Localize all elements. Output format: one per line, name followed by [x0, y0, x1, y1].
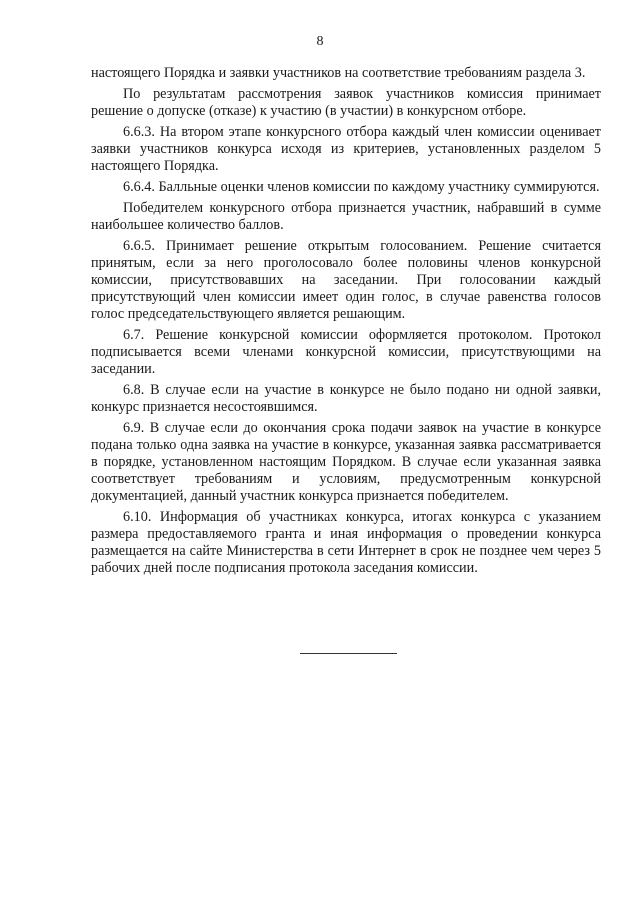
paragraph-winner: Победителем конкурсного отбора признается участник, набравший в сумме наибольшее количество баллов. — [91, 200, 601, 233]
page-number: 8 — [316, 34, 324, 49]
paragraph-6-6-4: 6.6.4. Балльные оценки членов комиссии по каждому участнику суммируются. — [123, 179, 600, 195]
paragraph-6-8: 6.8. В случае если на участие в конкурсе не было подано ни одной заявки, конкурс признается несостоявшимся. — [91, 382, 601, 415]
paragraph-admission-decision: По результатам рассмотрения заявок участников комиссия принимает решение о допуске (отказе) к участию (в участии) в конкурсном отборе. — [91, 86, 601, 119]
paragraph-6-9: 6.9. В случае если до окончания срока подачи заявок на участие в конкурсе подана только одна заявка на участие в конкурсе, указанная заявка рассматривается в порядке, установленном настоящим Порядком. В случае если указанная заявка соответствует требованиям и условиям, предусмотренным конкурсной документацией, данный участник конкурса признается победителем. — [91, 420, 601, 504]
paragraph-6-6-3: 6.6.3. На втором этапе конкурсного отбора каждый член комиссии оценивает заявки участников конкурса исходя из критериев, установленных разделом 5 настоящего Порядка. — [91, 124, 601, 174]
paragraph-6-10: 6.10. Информация об участниках конкурса, итогах конкурса с указанием размера предоставляемого гранта и иная информация о проведении конкурса размещается на сайте Министерства в сети Интернет в срок не позднее чем через 5 рабочих дней после подписания протокола заседания комиссии. — [91, 509, 601, 576]
end-divider — [300, 653, 397, 654]
paragraph-continuation: настоящего Порядка и заявки участников на соответствие требованиям раздела 3. — [91, 65, 586, 81]
paragraph-6-6-5: 6.6.5. Принимает решение открытым голосованием. Решение считается принятым, если за него проголосовало более половины членов конкурсной комиссии, присутствовавших на заседании. При голосовании каждый присутствующий член комиссии имеет один голос, в случае равенства голосов голос председательствующего является решающим. — [91, 238, 601, 322]
paragraph-6-7: 6.7. Решение конкурсной комиссии оформляется протоколом. Протокол подписывается всеми членами конкурсной комиссии, присутствующими на заседании. — [91, 327, 601, 377]
document-body — [91, 65, 601, 581]
